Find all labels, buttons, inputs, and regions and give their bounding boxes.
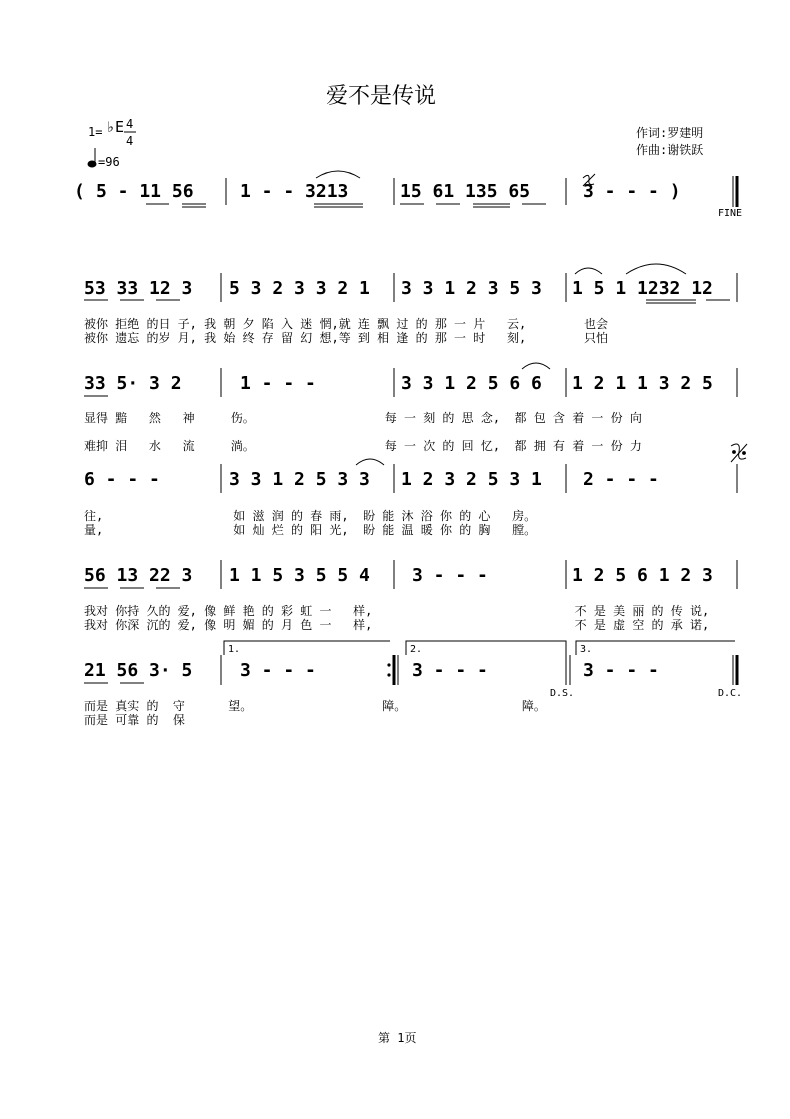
time-signature-top: 4 [126, 117, 134, 131]
lyric-3-verse-2: 难抑 泪 水 流 淌。 每 一 次 的 回 忆, 都 拥 有 着 一 份 力 [84, 439, 642, 453]
volta-2-label: 2. [410, 644, 423, 655]
lyric-5-verse-1: 我对 你持 久的 爱, 像 鲜 艳 的 彩 虹 一 样, 不 是 美 丽 的 传 说, [84, 604, 710, 618]
lyric-4-verse-2: 量, 如 灿 烂 的 阳 光, 盼 能 温 暖 你 的 胸 膛。 [84, 523, 537, 537]
lyric-5-verse-2: 我对 你深 沉的 爱, 像 明 媚 的 月 色 一 样, 不 是 虚 空 的 承 诺, [84, 618, 710, 632]
measure-4-3: 1 2 3 2 5 3 1 [401, 469, 542, 490]
measure-4-4: 2 - - - [583, 469, 659, 490]
measure-3-2: 1 - - - [240, 373, 316, 394]
measure-6-1: 21 56 3· 5 [84, 660, 193, 681]
lyric-6-verse-2: 而是 可靠 的 保 [84, 713, 185, 727]
measure-6-2: 3 - - - [240, 660, 316, 681]
lyric-3-verse-1: 显得 黯 然 神 伤。 每 一 刻 的 思 念, 都 包 含 着 一 份 向 [84, 411, 642, 425]
measure-2-2: 5 3 2 3 3 2 1 [229, 278, 370, 299]
measure-2-1: 53 33 12 3 [84, 278, 193, 299]
dc-marking: D.C. [718, 688, 743, 699]
key-signature-label: 1= [88, 125, 103, 139]
measure-5-1: 56 13 22 3 [84, 565, 193, 586]
measure-6-3: 3 - - - [412, 660, 488, 681]
song-title: 爱不是传说 [326, 84, 437, 109]
composer-credit: 作曲:谢铁跃 [636, 143, 704, 157]
page-number: 第 1页 [378, 1031, 417, 1045]
segno-icon [731, 444, 747, 462]
ds-marking: D.S. [550, 688, 575, 699]
measure-3-3: 3 3 1 2 5 6 6 [401, 373, 542, 394]
key-signature-value: ♭E [106, 118, 125, 136]
measure-1-2: 1 - - 3213 [240, 181, 349, 202]
measure-1-3: 15 61 135 65 [400, 181, 531, 202]
time-signature-bottom: 4 [126, 134, 134, 148]
measure-3-1: 33 5· 3 2 [84, 373, 182, 394]
measure-6-4: 3 - - - [583, 660, 659, 681]
fine-marking: FINE [718, 208, 743, 219]
measure-2-3: 3 3 1 2 3 5 3 [401, 278, 542, 299]
lyric-2-verse-1: 被你 拒绝 的日 子, 我 朝 夕 陷 入 迷 惘,就 连 飘 过 的 那 一 片 云, 也会 [84, 317, 608, 331]
lyricist-credit: 作词:罗建明 [636, 126, 704, 140]
measure-5-3: 3 - - - [412, 565, 488, 586]
measure-2-4: 1 5 1 1232 12 [572, 278, 713, 299]
measure-4-2: 3 3 1 2 5 3 3 [229, 469, 370, 490]
tempo-marking: =96 [98, 155, 120, 169]
volta-1-label: 1. [228, 644, 241, 655]
lyric-6-verse-1: 而是 真实 的 守 望。 障。 障。 [84, 699, 546, 713]
lyric-4-verse-1: 往, 如 滋 润 的 春 雨, 盼 能 沐 浴 你 的 心 房。 [84, 509, 537, 523]
segno-small-icon [583, 174, 595, 186]
lyric-2-verse-2: 被你 遗忘 的岁 月, 我 始 终 存 留 幻 想,等 到 相 逢 的 那 一 时 刻, 只怕 [84, 331, 608, 345]
measure-3-4: 1 2 1 1 3 2 5 [572, 373, 713, 394]
measure-1-4: 3 - - - ) [583, 181, 681, 202]
measure-1-1: 5 - 11 56 [96, 181, 194, 202]
measure-4-1: 6 - - - [84, 469, 160, 490]
measure-5-2: 1 1 5 3 5 5 4 [229, 565, 370, 586]
open-parenthesis: ( [74, 181, 85, 202]
measure-5-4: 1 2 5 6 1 2 3 [572, 565, 713, 586]
volta-3-label: 3. [580, 644, 593, 655]
quarter-note-icon [88, 148, 96, 167]
